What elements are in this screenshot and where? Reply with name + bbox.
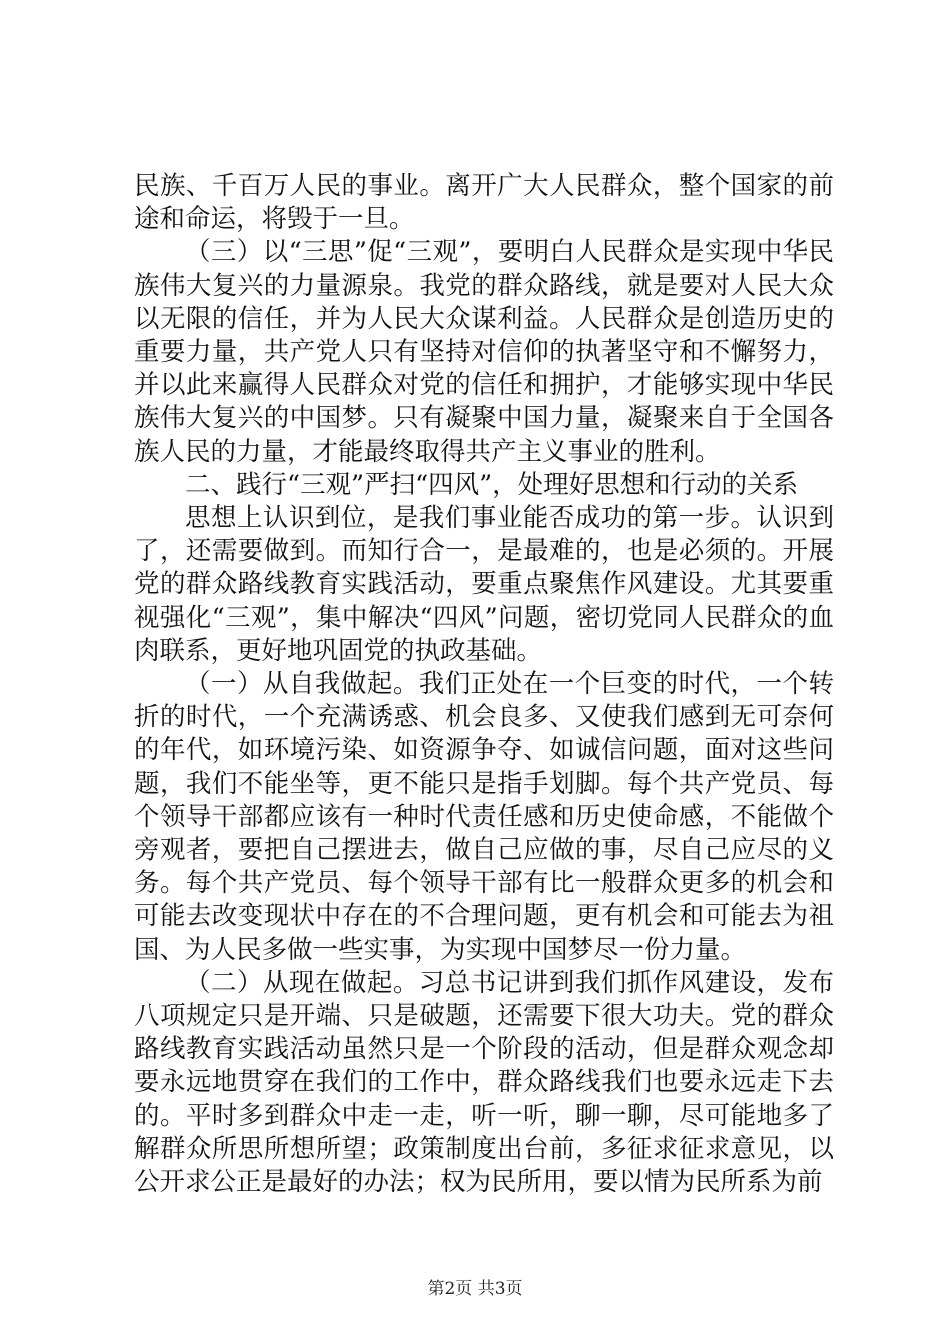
paragraph-continuation: 民族、千百万人民的事业。离开广大人民群众，整个国家的前途和命运，将毁于一旦。	[134, 171, 834, 235]
paragraph-section-two-intro: 思想上认识到位，是我们事业能否成功的第一步。认识到了，还需要做到。而知行合一，是最难的，也是必须的。开展党的群众路线教育实践活动，要重点聚焦作风建设。尤其要重视强化“三观”，集中解决“四风”问题，密切党同人民群众的血肉联系，更好地巩固党的执政基础。	[134, 503, 834, 666]
paragraph-subsection-one: （一）从自我做起。我们正处在一个巨变的时代，一个转折的时代，一个充满诱惑、机会良多、又使我们感到无可奈何的年代，如环境污染、如资源争夺、如诚信问题，面对这些问题，我们不能坐等，更不能只是指手划脚。每个共产党员、每个领导干部都应该有一种时代责任感和历史使命感，不能做个旁观者，要把自己摆进去，做自己应做的事，尽自己应尽的义务。每个共产党员、每个领导干部有比一般群众更多的机会和可能去改变现状中存在的不合理问题，更有机会和可能去为祖国、为人民多做一些实事，为实现中国梦尽一份力量。	[134, 669, 834, 965]
paragraph-subsection-two: （二）从现在做起。习总书记讲到我们抓作风建设，发布八项规定只是开端、只是破题，还需要下很大功夫。党的群众路线教育实践活动虽然只是一个阶段的活动，但是群众观念却要永远地贯穿在我们的工作中，群众路线我们也要永远走下去的。平时多到群众中走一走，听一听，聊一聊，尽可能地多了解群众所思所想所望；政策制度出台前，多征求征求意见，以公开求公正是最好的办法；权为民所用，要以情为民所系为前	[134, 967, 834, 1198]
document-body	[134, 170, 834, 1199]
page-footer: 第2页 共3页	[427, 1279, 523, 1299]
paragraph-section-three: （三）以“三思”促“三观”，要明白人民群众是实现中华民族伟大复兴的力量源泉。我党的群众路线，就是要对人民大众以无限的信任，并为人民大众谋利益。人民群众是创造历史的重要力量，共产党人只有坚持对信仰的执著坚守和不懈努力，并以此来赢得人民群众对党的信任和拥护，才能够实现中华民族伟大复兴的中国梦。只有凝聚中国力量，凝聚来自于全国各族人民的力量，才能最终取得共产主义事业的胜利。	[134, 237, 834, 467]
section-heading-two: 二、践行“三观”严扫“四风”，处理好思想和行动的关系	[185, 469, 799, 500]
